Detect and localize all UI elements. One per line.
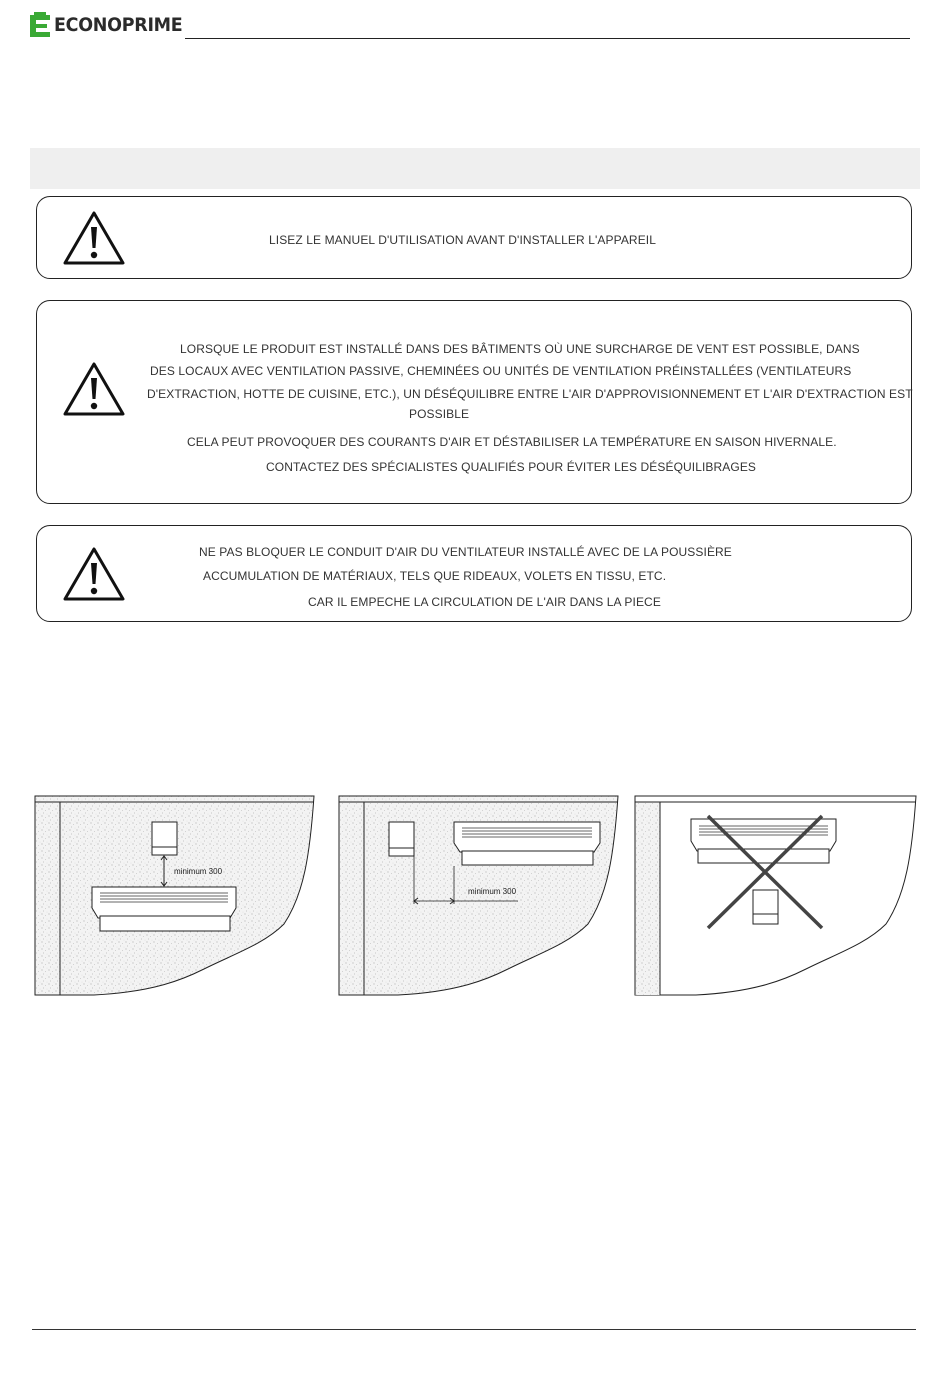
thermostat-shape (753, 890, 778, 924)
thermostat-shape (389, 822, 414, 856)
thermostat-shape (152, 822, 177, 855)
warning-text: ACCUMULATION DE MATÉRIAUX, TELS QUE RIDEAUX, VOLETS EN TISSU, ETC. (203, 569, 667, 583)
warning-text: CELA PEUT PROVOQUER DES COURANTS D'AIR ET DÉSTABILISER LA TEMPÉRATURE EN SAISON HIVERNALE. (187, 435, 837, 449)
page-header (30, 8, 910, 42)
section-band (30, 148, 920, 189)
brand-logo (30, 10, 194, 40)
warning-text: CAR IL EMPECHE LA CIRCULATION DE L'AIR DANS LA PIECE (308, 595, 661, 609)
warning-text: LORSQUE LE PRODUIT EST INSTALLÉ DANS DES BÂTIMENTS OÙ UNE SURCHARGE DE VENT EST POSSIBLE, DANS (180, 342, 860, 356)
warning-text: D'EXTRACTION, HOTTE DE CUISINE, ETC.), UN DÉSÉQUILIBRE ENTRE L'AIR D'APPROVISIONNEMENT ET L'AIR D'EXTRACTION EST (147, 387, 913, 401)
warning-text: POSSIBLE (409, 407, 470, 421)
header-divider (185, 38, 910, 39)
warning-box-ventilation (36, 300, 912, 504)
warning-triangle-icon (62, 546, 126, 602)
footer-divider (32, 1329, 916, 1330)
diagram-incorrect-placement (634, 794, 918, 998)
warning-text: NE PAS BLOQUER LE CONDUIT D'AIR DU VENTILATEUR INSTALLÉ AVEC DE LA POUSSIÈRE (199, 545, 732, 559)
warning-triangle-icon (62, 361, 126, 417)
brand-name: ECONOPRIME (54, 14, 183, 36)
warning-text: CONTACTEZ DES SPÉCIALISTES QUALIFIÉS POUR ÉVITER LES DÉSÉQUILIBRAGES (266, 460, 757, 474)
installation-diagrams (34, 794, 918, 998)
diagram-horizontal-spacing (338, 794, 620, 998)
ac-unit-shape (92, 887, 236, 918)
warning-text: LISEZ LE MANUEL D'UTILISATION AVANT D'INSTALLER L'APPAREIL (269, 233, 657, 247)
dimension-label: minimum 300 (174, 867, 223, 876)
warning-triangle-icon (62, 210, 126, 266)
warning-text: DES LOCAUX AVEC VENTILATION PASSIVE, CHEMINÉES OU UNITÉS DE VENTILATION PRÉINSTALLÉES (VENTILATEURS (150, 364, 852, 378)
econoprime-logo-icon (30, 12, 52, 38)
dimension-label: minimum 300 (468, 887, 517, 896)
warning-box-manual (36, 196, 912, 279)
warning-box-airflow (36, 525, 912, 622)
diagram-vertical-spacing (34, 794, 316, 998)
